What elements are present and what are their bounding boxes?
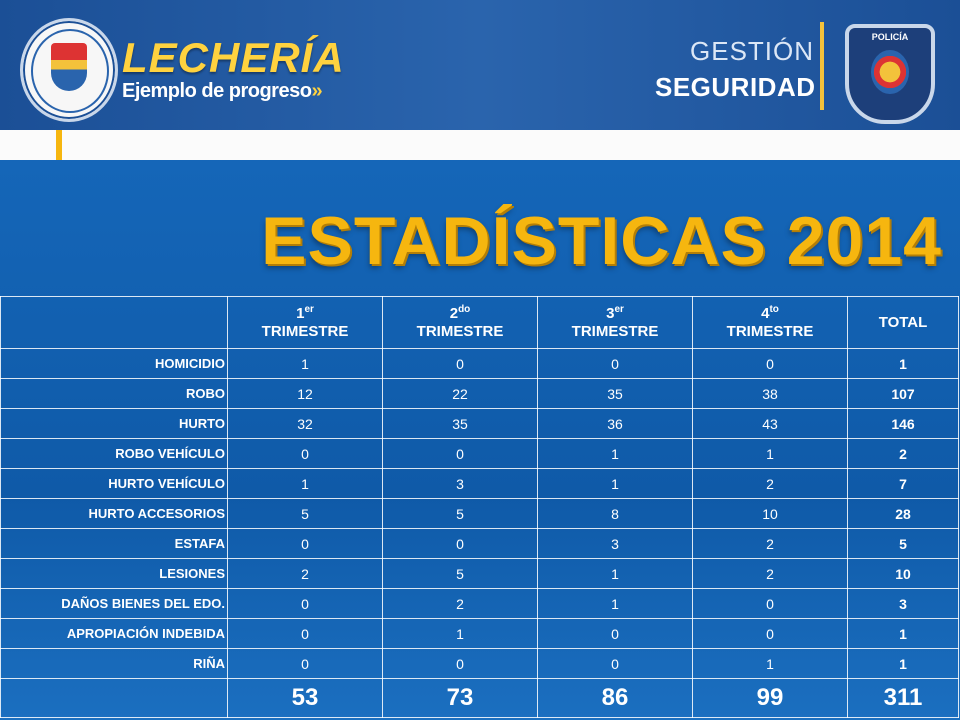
cell-q3: 0 xyxy=(538,649,693,679)
row-label: APROPIACIÓN INDEBIDA xyxy=(1,619,228,649)
cell-total: 3 xyxy=(848,589,959,619)
table-row xyxy=(1,349,959,379)
total-q2: 73 xyxy=(383,679,538,718)
gestion-label: GESTIÓN xyxy=(690,36,815,66)
col-header-q3: 3er TRIMESTRE xyxy=(538,297,693,349)
cell-q4: 1 xyxy=(693,649,848,679)
col-header-q2: $2^{do}$ TRIMESTRE xyxy=(383,297,538,349)
brand-subtitle-text: Ejemplo de progreso xyxy=(122,80,312,102)
row-label: HURTO xyxy=(1,409,228,439)
table-row xyxy=(1,499,959,529)
cell-total: 2 xyxy=(848,439,959,469)
total-q3: 86 xyxy=(538,679,693,718)
cell-q4: 10 xyxy=(693,499,848,529)
page-title: ESTADÍSTICAS 2014 xyxy=(261,203,942,279)
cell-q1: 1 xyxy=(228,349,383,379)
cell-q1: 0 xyxy=(228,589,383,619)
cell-q3: 0 xyxy=(538,349,693,379)
cell-q4: 38 xyxy=(693,379,848,409)
header-divider xyxy=(820,22,824,110)
table-row xyxy=(1,589,959,619)
header-banner xyxy=(0,0,960,130)
cell-total: 146 xyxy=(848,409,959,439)
strip-block-right xyxy=(62,130,960,160)
table-row xyxy=(1,529,959,559)
cell-q2: 1 xyxy=(383,619,538,649)
cell-q4: 1 xyxy=(693,439,848,469)
cell-q3: 1 xyxy=(538,439,693,469)
row-label: ROBO xyxy=(1,379,228,409)
double-arrow-icon: » xyxy=(311,80,323,102)
cell-q3: 0 xyxy=(538,619,693,649)
cell-q2: 35 xyxy=(383,409,538,439)
cell-total: 28 xyxy=(848,499,959,529)
totals-empty-cell xyxy=(1,679,228,718)
cell-total: 10 xyxy=(848,559,959,589)
lecheria-seal-logo xyxy=(20,18,118,122)
row-label: ESTAFA xyxy=(1,529,228,559)
cell-q2: 0 xyxy=(383,649,538,679)
table-header-row xyxy=(1,297,959,349)
cell-total: 5 xyxy=(848,529,959,559)
cell-q3: 1 xyxy=(538,559,693,589)
row-label: DAÑOS BIENES DEL EDO. xyxy=(1,589,228,619)
cell-q1: 2 xyxy=(228,559,383,589)
cell-q1: 0 xyxy=(228,529,383,559)
brand-title: LECHERÍA xyxy=(122,34,345,81)
row-label: ROBO VEHÍCULO xyxy=(1,439,228,469)
cell-q4: 0 xyxy=(693,589,848,619)
cell-q2: 5 xyxy=(383,499,538,529)
total-q4: 99 xyxy=(693,679,848,718)
cell-q1: 12 xyxy=(228,379,383,409)
cell-total: 107 xyxy=(848,379,959,409)
table-row xyxy=(1,439,959,469)
cell-total: 7 xyxy=(848,469,959,499)
cell-q1: 32 xyxy=(228,409,383,439)
cell-q2: 0 xyxy=(383,529,538,559)
cell-q2: 3 xyxy=(383,469,538,499)
brand-subtitle xyxy=(122,80,322,103)
cell-total: 1 xyxy=(848,619,959,649)
total-q1: 53 xyxy=(228,679,383,718)
cell-q4: 2 xyxy=(693,559,848,589)
table-row xyxy=(1,619,959,649)
statistics-table xyxy=(0,296,959,718)
cell-q1: 0 xyxy=(228,439,383,469)
col-header-q1: 1er TRIMESTRE xyxy=(228,297,383,349)
cell-q4: 2 xyxy=(693,469,848,499)
cell-q4: 43 xyxy=(693,409,848,439)
cell-total: 1 xyxy=(848,349,959,379)
table-row xyxy=(1,649,959,679)
seal-shield-icon xyxy=(51,43,87,91)
badge-text: POLICÍA xyxy=(871,32,909,42)
row-label: RIÑA xyxy=(1,649,228,679)
cell-q1: 0 xyxy=(228,619,383,649)
cell-q3: 8 xyxy=(538,499,693,529)
cell-q3: 36 xyxy=(538,409,693,439)
table-row xyxy=(1,559,959,589)
table-row xyxy=(1,469,959,499)
table-row xyxy=(1,379,959,409)
cell-total: 1 xyxy=(848,649,959,679)
cell-q3: 35 xyxy=(538,379,693,409)
grand-total: 311 xyxy=(848,679,959,718)
totals-row xyxy=(1,679,959,718)
cell-q1: 1 xyxy=(228,469,383,499)
police-badge-logo xyxy=(845,24,935,124)
cell-q1: 0 xyxy=(228,649,383,679)
cell-q3: 3 xyxy=(538,529,693,559)
table-row xyxy=(1,409,959,439)
row-label: HURTO ACCESORIOS xyxy=(1,499,228,529)
cell-q2: 0 xyxy=(383,439,538,469)
accent-strip xyxy=(0,130,960,160)
cell-q2: 22 xyxy=(383,379,538,409)
cell-q3: 1 xyxy=(538,469,693,499)
cell-q2: 2 xyxy=(383,589,538,619)
cell-q1: 5 xyxy=(228,499,383,529)
strip-block-left xyxy=(0,130,56,160)
col-header-total: TOTAL xyxy=(848,297,959,349)
cell-q2: 0 xyxy=(383,349,538,379)
main-panel xyxy=(0,160,960,720)
cell-q3: 1 xyxy=(538,589,693,619)
row-label: HOMICIDIO xyxy=(1,349,228,379)
cell-q4: 0 xyxy=(693,619,848,649)
cell-q4: 0 xyxy=(693,349,848,379)
badge-emblem-icon xyxy=(871,50,909,94)
header-empty-cell xyxy=(1,297,228,349)
col-header-q4: $4^{to}$ TRIMESTRE xyxy=(693,297,848,349)
row-label: HURTO VEHÍCULO xyxy=(1,469,228,499)
row-label: LESIONES xyxy=(1,559,228,589)
cell-q2: 5 xyxy=(383,559,538,589)
cell-q4: 2 xyxy=(693,529,848,559)
seguridad-label: SEGURIDAD xyxy=(655,72,816,102)
